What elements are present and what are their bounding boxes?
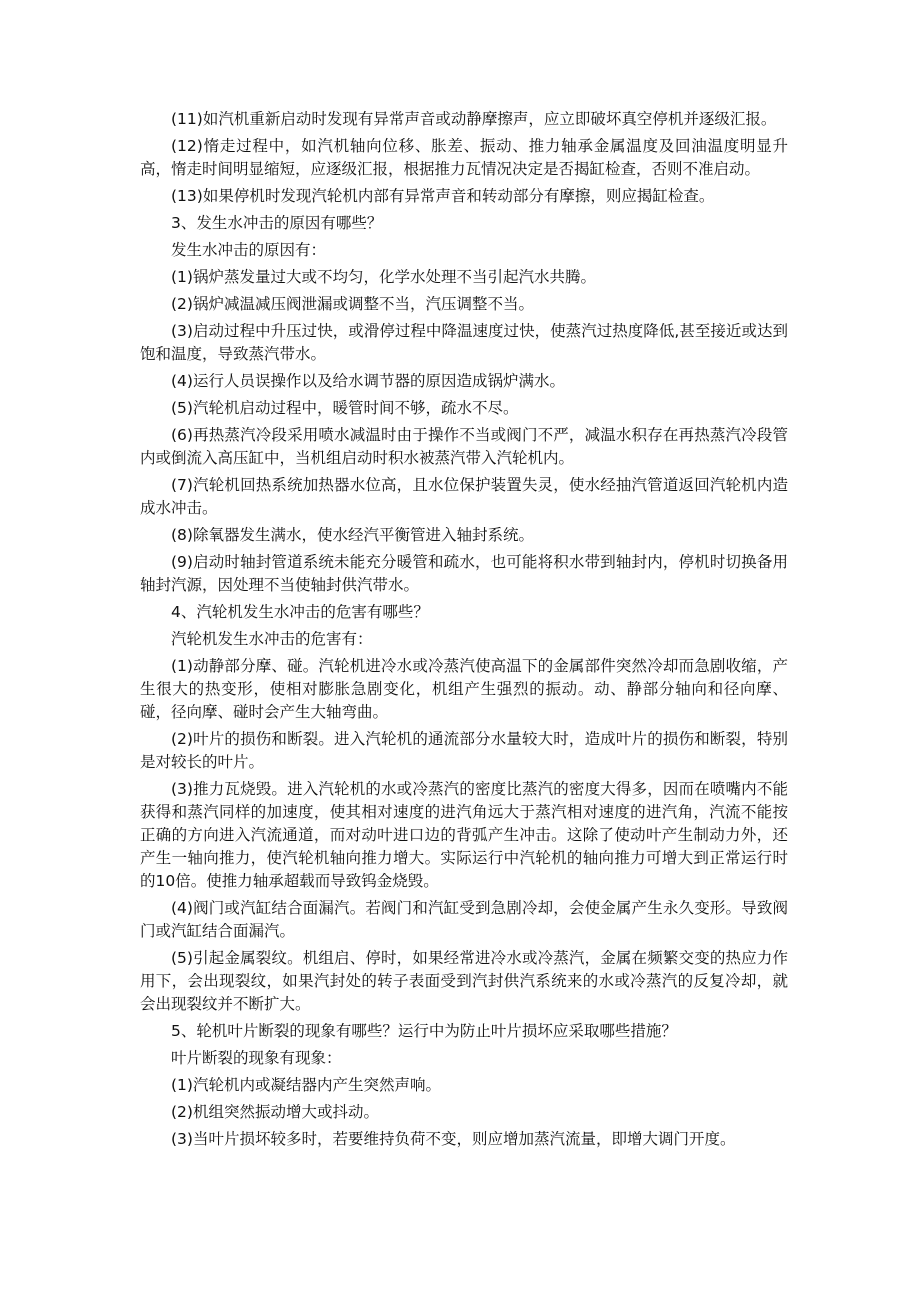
document-page bbox=[140, 108, 788, 1155]
paragraph: (4)阀门或汽缸结合面漏汽。若阀门和汽缸受到急剧冷却，会使金属产生永久变形。导致阀门或汽缸结合面漏汽。 bbox=[140, 899, 788, 940]
paragraph: 汽轮机发生水冲击的危害有： bbox=[171, 630, 373, 648]
paragraph: (8)除氧器发生满水，使水经汽平衡管进入轴封系统。 bbox=[171, 526, 534, 544]
section-heading: 3、发生水冲击的原因有哪些？ bbox=[171, 214, 383, 232]
paragraph: (1)动静部分摩、碰。汽轮机进冷水或冷蒸汽使高温下的金属部件突然冷却而急剧收缩，产生很大的热变形，使相对膨胀急剧变化，机组产生强烈的振动。动、静部分轴向和径向摩、碰，径向摩、碰时会产生大轴弯曲。 bbox=[140, 657, 788, 721]
section-heading: 4、汽轮机发生水冲击的危害有哪些？ bbox=[171, 603, 429, 621]
section-heading: 5、轮机叶片断裂的现象有哪些？运行中为防止叶片损坏应采取哪些措施？ bbox=[171, 1022, 677, 1040]
paragraph: (6)再热蒸汽冷段采用喷水减温时由于操作不当或阀门不严，减温水积存在再热蒸汽冷段管内或倒流入高压缸中，当机组启动时积水被蒸汽带入汽轮机内。 bbox=[140, 426, 788, 467]
paragraph: (12)惰走过程中，如汽机轴向位移、胀差、振动、推力轴承金属温度及回油温度明显升高，惰走时间明显缩短，应逐级汇报，根据推力瓦情况决定是否揭缸检查，否则不准启动。 bbox=[140, 137, 788, 178]
paragraph: (13)如果停机时发现汽轮机内部有异常声音和转动部分有摩擦，则应揭缸检查。 bbox=[171, 187, 715, 205]
paragraph: (3)推力瓦烧毁。进入汽轮机的水或冷蒸汽的密度比蒸汽的密度大得多，因而在喷嘴内不能获得和蒸汽同样的加速度，使其相对速度的进汽角远大于蒸汽相对速度的进汽角，汽流不能按正确的方向进入汽流通道，而对动叶进口边的背弧产生冲击。这除了使动叶产生制动力外，还产生一轴向推力，使汽轮机轴向推力增大。实际运行中汽轮机的轴向推力可增大到正常运行时的10倍。使推力轴承超载而导致钨金烧毁。 bbox=[140, 780, 788, 890]
paragraph: (5)汽轮机启动过程中，暖管时间不够，疏水不尽。 bbox=[171, 399, 519, 417]
paragraph: (2)机组突然振动增大或抖动。 bbox=[171, 1103, 379, 1121]
paragraph: (1)锅炉蒸发量过大或不均匀，化学水处理不当引起汽水共腾。 bbox=[171, 268, 596, 286]
paragraph: 发生水冲击的原因有： bbox=[171, 241, 327, 259]
paragraph: (5)引起金属裂纹。机组启、停时，如果经常进冷水或冷蒸汽，金属在频繁交变的热应力作用下，会出现裂纹，如果汽封处的转子表面受到汽封供汽系统来的水或冷蒸汽的反复冷却，就会出现裂纹并不断扩大。 bbox=[140, 949, 788, 1013]
paragraph: (3)启动过程中升压过快，或滑停过程中降温速度过快，使蒸汽过热度降低,甚至接近或达到饱和温度，导致蒸汽带水。 bbox=[140, 322, 788, 363]
paragraph: 叶片断裂的现象有现象： bbox=[171, 1049, 342, 1067]
paragraph: (2)锅炉减温减压阀泄漏或调整不当，汽压调整不当。 bbox=[171, 295, 534, 313]
paragraph: (3)当叶片损坏较多时，若要维持负荷不变，则应增加蒸汽流量，即增大调门开度。 bbox=[171, 1130, 736, 1148]
paragraph: (7)汽轮机回热系统加热器水位高，且水位保护装置失灵，使水经抽汽管道返回汽轮机内造成水冲击。 bbox=[140, 476, 788, 517]
paragraph: (4)运行人员误操作以及给水调节器的原因造成锅炉满水。 bbox=[171, 372, 565, 390]
paragraph: (9)启动时轴封管道系统未能充分暖管和疏水，也可能将积水带到轴封内，停机时切换备用轴封汽源，因处理不当使轴封供汽带水。 bbox=[140, 553, 788, 594]
paragraph: (1)汽轮机内或凝结器内产生突然声响。 bbox=[171, 1076, 441, 1094]
paragraph: (11)如汽机重新启动时发现有异常声音或动静摩擦声，应立即破坏真空停机并逐级汇报。 bbox=[171, 110, 777, 128]
paragraph: (2)叶片的损伤和断裂。进入汽轮机的通流部分水量较大时，造成叶片的损伤和断裂，特别是对较长的叶片。 bbox=[140, 730, 788, 771]
